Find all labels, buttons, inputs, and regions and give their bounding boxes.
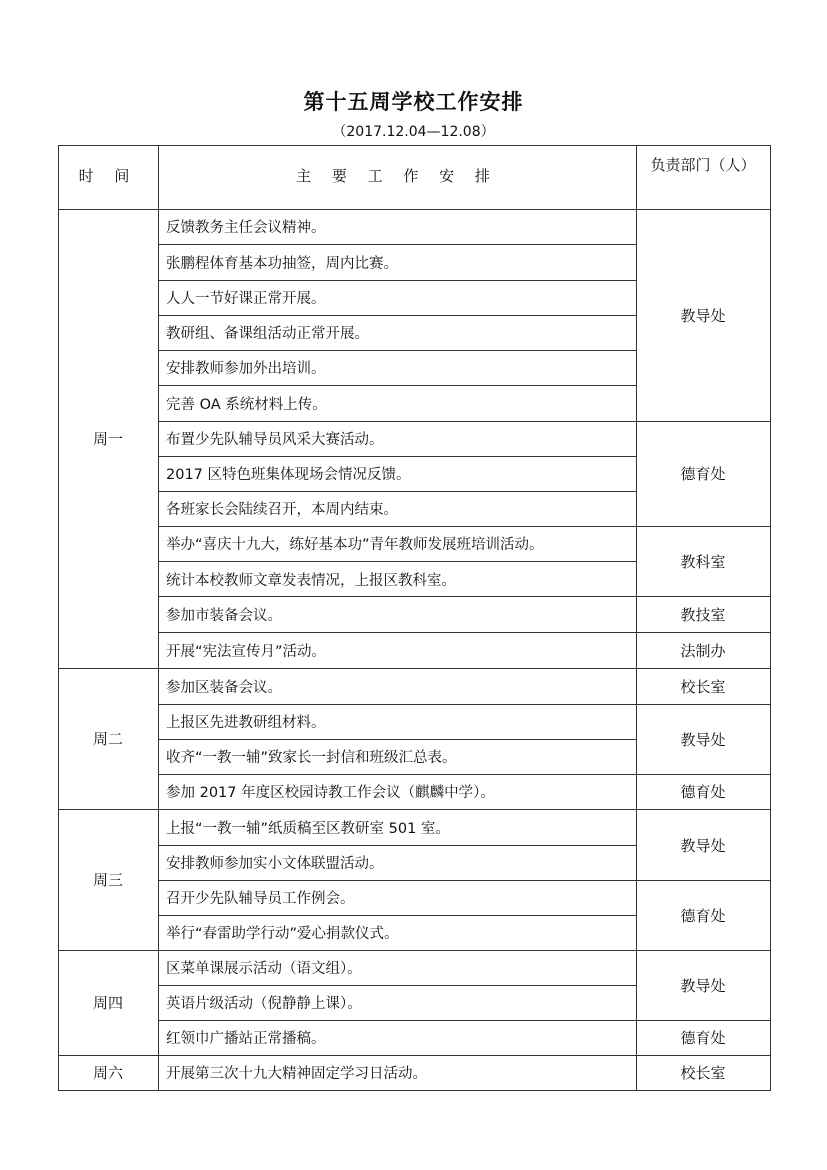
dept-cell: 教技室 xyxy=(680,606,726,624)
row-divider xyxy=(158,491,636,492)
task-cell: 完善 OA 系统材料上传。 xyxy=(166,397,327,413)
task-cell: 人人一节好课正常开展。 xyxy=(166,291,326,307)
day-divider xyxy=(58,950,158,951)
task-cell: 举办“喜庆十九大，练好基本功”青年教师发展班培训活动。 xyxy=(166,537,544,553)
task-cell: 安排教师参加实小文体联盟活动。 xyxy=(166,856,384,872)
day-label-thursday: 周四 xyxy=(92,994,123,1012)
dept-divider xyxy=(636,668,770,669)
header-time: 时 间 xyxy=(78,167,138,185)
row-divider xyxy=(158,915,636,916)
dept-cell: 教导处 xyxy=(680,837,726,855)
dept-divider xyxy=(636,632,770,633)
dept-cell: 教导处 xyxy=(680,977,726,995)
dept-divider xyxy=(636,421,770,422)
header-department: 负责部门（人） xyxy=(650,156,756,174)
task-cell: 参加市装备会议。 xyxy=(166,608,282,624)
row-divider xyxy=(158,244,636,245)
task-cell: 召开少先队辅导员工作例会。 xyxy=(166,891,355,907)
task-cell: 区菜单课展示活动（语文组）。 xyxy=(166,961,362,977)
task-cell: 安排教师参加外出培训。 xyxy=(166,361,326,377)
row-divider xyxy=(158,985,636,986)
task-cell: 收齐“一教一辅”致家长一封信和班级汇总表。 xyxy=(166,750,457,766)
dept-divider xyxy=(636,526,770,527)
task-cell: 举行“春雷助学行动”爱心捐款仪式。 xyxy=(166,926,399,942)
task-cell: 开展第三次十九大精神固定学习日活动。 xyxy=(166,1066,427,1082)
task-cell: 英语片级活动（倪静静上课）。 xyxy=(166,996,362,1012)
day-label-monday: 周一 xyxy=(92,430,123,448)
dept-divider xyxy=(636,809,770,810)
table-border-bottom xyxy=(58,1090,771,1091)
table-border-right xyxy=(770,145,771,1091)
dept-cell: 德育处 xyxy=(680,465,726,483)
dept-cell: 德育处 xyxy=(680,783,726,801)
row-divider xyxy=(158,632,636,633)
task-cell: 布置少先队辅导员风采大赛活动。 xyxy=(166,432,384,448)
task-cell: 2017 区特色班集体现场会情况反馈。 xyxy=(166,467,411,483)
row-divider xyxy=(158,526,636,527)
row-divider xyxy=(158,880,636,881)
task-cell: 各班家长会陆续召开，本周内结束。 xyxy=(166,502,398,518)
dept-cell: 校长室 xyxy=(680,678,726,696)
day-divider xyxy=(58,809,158,810)
day-label-wednesday: 周三 xyxy=(92,871,123,889)
dept-cell: 校长室 xyxy=(680,1064,726,1082)
task-cell: 反馈教务主任会议精神。 xyxy=(166,220,326,236)
day-label-saturday: 周六 xyxy=(92,1064,123,1082)
day-divider xyxy=(58,668,158,669)
dept-divider xyxy=(636,704,770,705)
row-divider xyxy=(158,668,636,669)
header-divider xyxy=(58,209,771,210)
row-divider xyxy=(158,809,636,810)
header-main-work: 主 要 工 作 安 排 xyxy=(296,167,498,185)
task-cell: 红领巾广播站正常播稿。 xyxy=(166,1031,326,1047)
document-title: 第十五周学校工作安排 xyxy=(303,89,524,114)
day-divider xyxy=(58,1055,158,1056)
task-cell: 上报区先进教研组材料。 xyxy=(166,715,326,731)
row-divider xyxy=(158,350,636,351)
row-divider xyxy=(158,421,636,422)
day-label-tuesday: 周二 xyxy=(92,730,123,748)
task-cell: 教研组、备课组活动正常开展。 xyxy=(166,326,369,342)
dept-cell: 德育处 xyxy=(680,1029,726,1047)
dept-divider xyxy=(636,880,770,881)
dept-divider xyxy=(636,950,770,951)
dept-divider xyxy=(636,774,770,775)
row-divider xyxy=(158,950,636,951)
task-cell: 参加区装备会议。 xyxy=(166,680,282,696)
row-divider xyxy=(158,739,636,740)
dept-cell: 教导处 xyxy=(680,307,726,325)
row-divider xyxy=(158,561,636,562)
row-divider xyxy=(158,845,636,846)
task-cell: 张鹏程体育基本功抽签，周内比赛。 xyxy=(166,256,398,272)
table-border-top xyxy=(58,145,771,146)
row-divider xyxy=(158,774,636,775)
document-subtitle: （2017.12.04—12.08） xyxy=(332,124,495,140)
row-divider xyxy=(158,456,636,457)
row-divider xyxy=(158,704,636,705)
dept-cell: 教导处 xyxy=(680,731,726,749)
dept-cell: 教科室 xyxy=(680,553,726,571)
dept-divider xyxy=(636,596,770,597)
task-cell: 统计本校教师文章发表情况，上报区教科室。 xyxy=(166,573,456,589)
row-divider xyxy=(158,385,636,386)
dept-divider xyxy=(636,1055,770,1056)
row-divider xyxy=(158,315,636,316)
row-divider xyxy=(158,596,636,597)
task-cell: 参加 2017 年度区校园诗教工作会议（麒麟中学）。 xyxy=(166,785,495,801)
row-divider xyxy=(158,280,636,281)
row-divider xyxy=(158,1020,636,1021)
dept-cell: 法制办 xyxy=(680,642,726,660)
task-cell: 开展“宪法宣传月”活动。 xyxy=(166,644,327,660)
row-divider xyxy=(158,1055,636,1056)
task-cell: 上报“一教一辅”纸质稿至区教研室 501 室。 xyxy=(166,821,450,837)
dept-cell: 德育处 xyxy=(680,907,726,925)
dept-divider xyxy=(636,1020,770,1021)
